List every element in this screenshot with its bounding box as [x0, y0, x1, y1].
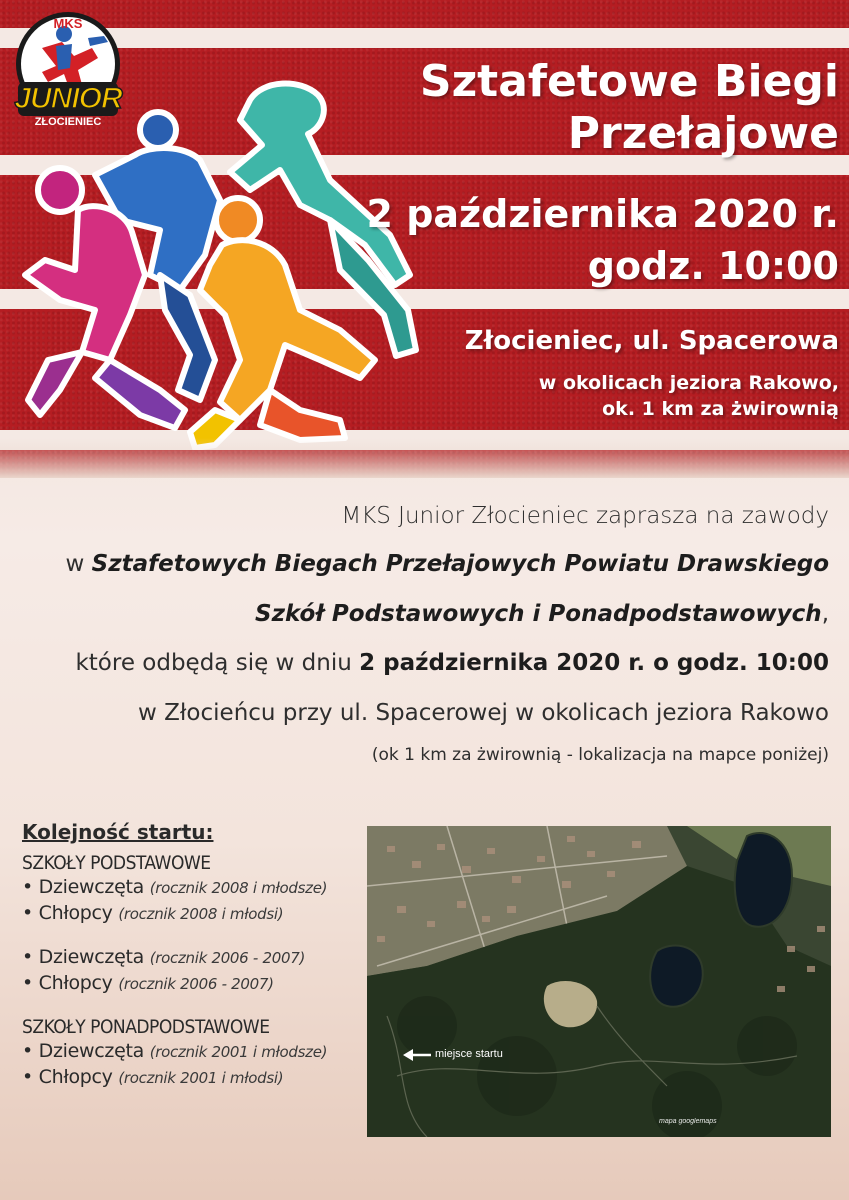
intro-line4	[9, 650, 829, 676]
intro-event-name: Sztafetowych Biegach Przełajowych Powiatu Drawskiego	[91, 551, 829, 577]
satellite-map-image	[367, 826, 831, 1137]
map-start-label: miejsce startu	[435, 1048, 503, 1060]
map-credit: mapa googlemaps	[659, 1118, 717, 1125]
item-label: • Chłopcy	[22, 1066, 119, 1088]
item-label: • Dziewczęta	[22, 946, 150, 968]
intro-line5: w Złocieńcu przy ul. Spacerowej w okolicach jeziora Rakowo	[138, 700, 829, 726]
item-label: • Chłopcy	[22, 902, 119, 924]
club-logo	[12, 8, 124, 132]
logo-city-text: ZŁOCIENIEC	[34, 116, 102, 128]
header-fade	[0, 438, 849, 478]
list-item	[22, 1066, 362, 1088]
list-item	[22, 876, 362, 898]
intro-date-time: 2 października 2020 r. o godz. 10:00	[359, 650, 829, 676]
logo-mks-text: MKS	[53, 16, 83, 31]
item-label: • Dziewczęta	[22, 1040, 150, 1062]
intro-schools: Szkół Podstawowych i Ponadpodstawowych	[255, 601, 822, 627]
event-date: 2 października 2020 r.	[366, 192, 839, 236]
event-place: Złocieniec, ul. Spacerowa	[464, 326, 839, 356]
list-item	[22, 902, 362, 924]
list-item	[22, 972, 362, 994]
list-item	[22, 946, 362, 968]
intro-line2-prefix: w	[65, 551, 92, 577]
intro-line1: MKS Junior Złocieniec zaprasza na zawody	[341, 503, 829, 529]
item-note: (rocznik 2008 i młodsi)	[118, 905, 284, 923]
list-item	[22, 1040, 362, 1062]
event-title-line2: Przełajowe	[567, 108, 839, 159]
intro-line3-suffix: ,	[821, 601, 829, 627]
intro-line6: (ok 1 km za żwirownią - lokalizacja na mapce poniżej)	[371, 745, 829, 765]
location-map	[367, 826, 831, 1137]
intro-line3	[9, 601, 829, 627]
logo-junior-text: JUNIOR	[14, 82, 122, 115]
event-place-detail1: w okolicach jeziora Rakowo,	[538, 372, 839, 394]
lane-line	[0, 28, 849, 48]
event-title-line1: Sztafetowe Biegi	[419, 56, 839, 107]
secondary-schools-title: SZKOŁY PONADPODSTAWOWE	[22, 1016, 270, 1038]
item-note: (rocznik 2006 - 2007)	[118, 975, 274, 993]
event-time: godz. 10:00	[587, 244, 839, 288]
start-order-title: Kolejność startu:	[22, 820, 214, 844]
header-banner	[0, 0, 849, 478]
event-place-detail2: ok. 1 km za żwirownią	[602, 398, 839, 420]
item-note: (rocznik 2001 i młodsze)	[149, 1043, 328, 1061]
primary-schools-title: SZKOŁY PODSTAWOWE	[22, 852, 211, 874]
item-label: • Chłopcy	[22, 972, 119, 994]
item-note: (rocznik 2008 i młodsze)	[149, 879, 328, 897]
item-label: • Dziewczęta	[22, 876, 150, 898]
start-order	[22, 820, 362, 1092]
intro-line4-prefix: które odbędą się w dniu	[75, 650, 360, 676]
item-note: (rocznik 2001 i młodsi)	[118, 1069, 284, 1087]
intro-line2	[9, 551, 829, 577]
item-note: (rocznik 2006 - 2007)	[149, 949, 305, 967]
